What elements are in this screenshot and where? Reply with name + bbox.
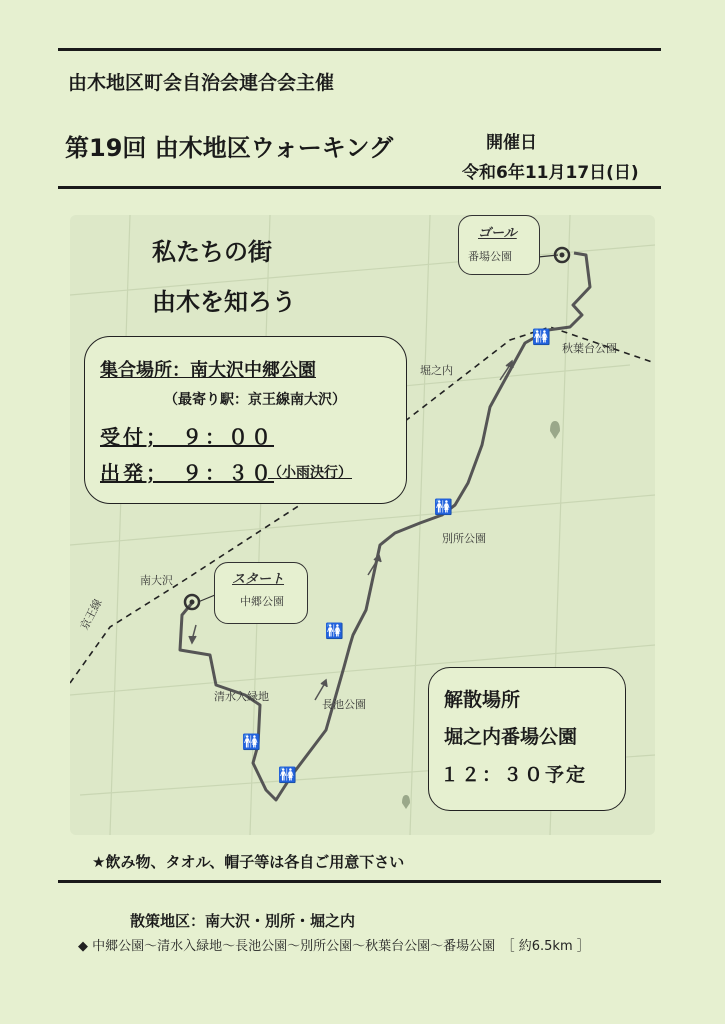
departure-time: 出発； ９：３０ <box>100 461 274 485</box>
reception-time: 受付； ９：００ <box>100 425 274 449</box>
start-place: 中郷公園 <box>240 595 284 608</box>
map-label-minamiosawa: 南大沢 <box>140 574 173 587</box>
slogan-line-2: 由木を知ろう <box>152 288 296 316</box>
page-title: 第19回 由木地区ウォーキング <box>65 134 394 162</box>
organizer-text: 由木地区町会自治会連合会主催 <box>68 72 335 94</box>
map-pin-icon <box>550 421 560 439</box>
footer-rule <box>58 880 661 883</box>
dismissal-label: 解散場所 <box>444 689 521 711</box>
departure-note: （小雨決行） <box>268 465 352 481</box>
map-label-bessho: 別所公園 <box>442 532 486 545</box>
date-value: 令和6年11月17日(日) <box>462 163 639 183</box>
toilet-icon: 🚻 <box>325 622 342 640</box>
meeting-place: 集合場所：南大沢中郷公園 <box>100 360 316 381</box>
map-label-keio-line: 京王線 <box>77 596 105 633</box>
start-marker-dot <box>190 600 195 605</box>
start-callout-pointer <box>198 595 215 602</box>
top-rule <box>58 48 661 51</box>
slogan-line-1: 私たちの街 <box>152 238 272 266</box>
map-pin-icon-2 <box>402 795 410 809</box>
walking-area: 散策地区：南大沢・別所・堀之内 <box>130 912 356 930</box>
nearest-station: （最寄り駅：京王線南大沢） <box>164 392 346 408</box>
goal-place: 番場公園 <box>468 250 512 263</box>
dismissal-time: １２：３０予定 <box>440 764 588 786</box>
dismissal-place: 堀之内番場公園 <box>444 726 578 748</box>
toilet-icon: 🚻 <box>532 328 549 346</box>
goal-title: ゴール <box>478 226 517 241</box>
map-label-horinouchi: 堀之内 <box>420 364 453 377</box>
map-label-akibadai: 秋葉台公園 <box>562 342 617 355</box>
toilet-icon: 🚻 <box>434 498 451 516</box>
map-label-nagaike: 長池公園 <box>322 698 366 711</box>
bring-items-note: ★飲み物、タオル、帽子等は各自ご用意下さい <box>92 853 405 871</box>
header-rule <box>58 186 661 189</box>
date-label: 開催日 <box>486 133 537 153</box>
map-label-shimizu: 清水入緑地 <box>214 690 269 703</box>
goal-marker-dot <box>560 253 565 258</box>
start-title: スタート <box>232 572 285 587</box>
route-summary: ◆ 中郷公園～清水入緑地～長池公園～別所公園～秋葉台公園～番場公園 ［ 約6.5km ］ <box>78 939 590 954</box>
toilet-icon: 🚻 <box>242 733 259 751</box>
toilet-icon: 🚻 <box>278 766 295 784</box>
